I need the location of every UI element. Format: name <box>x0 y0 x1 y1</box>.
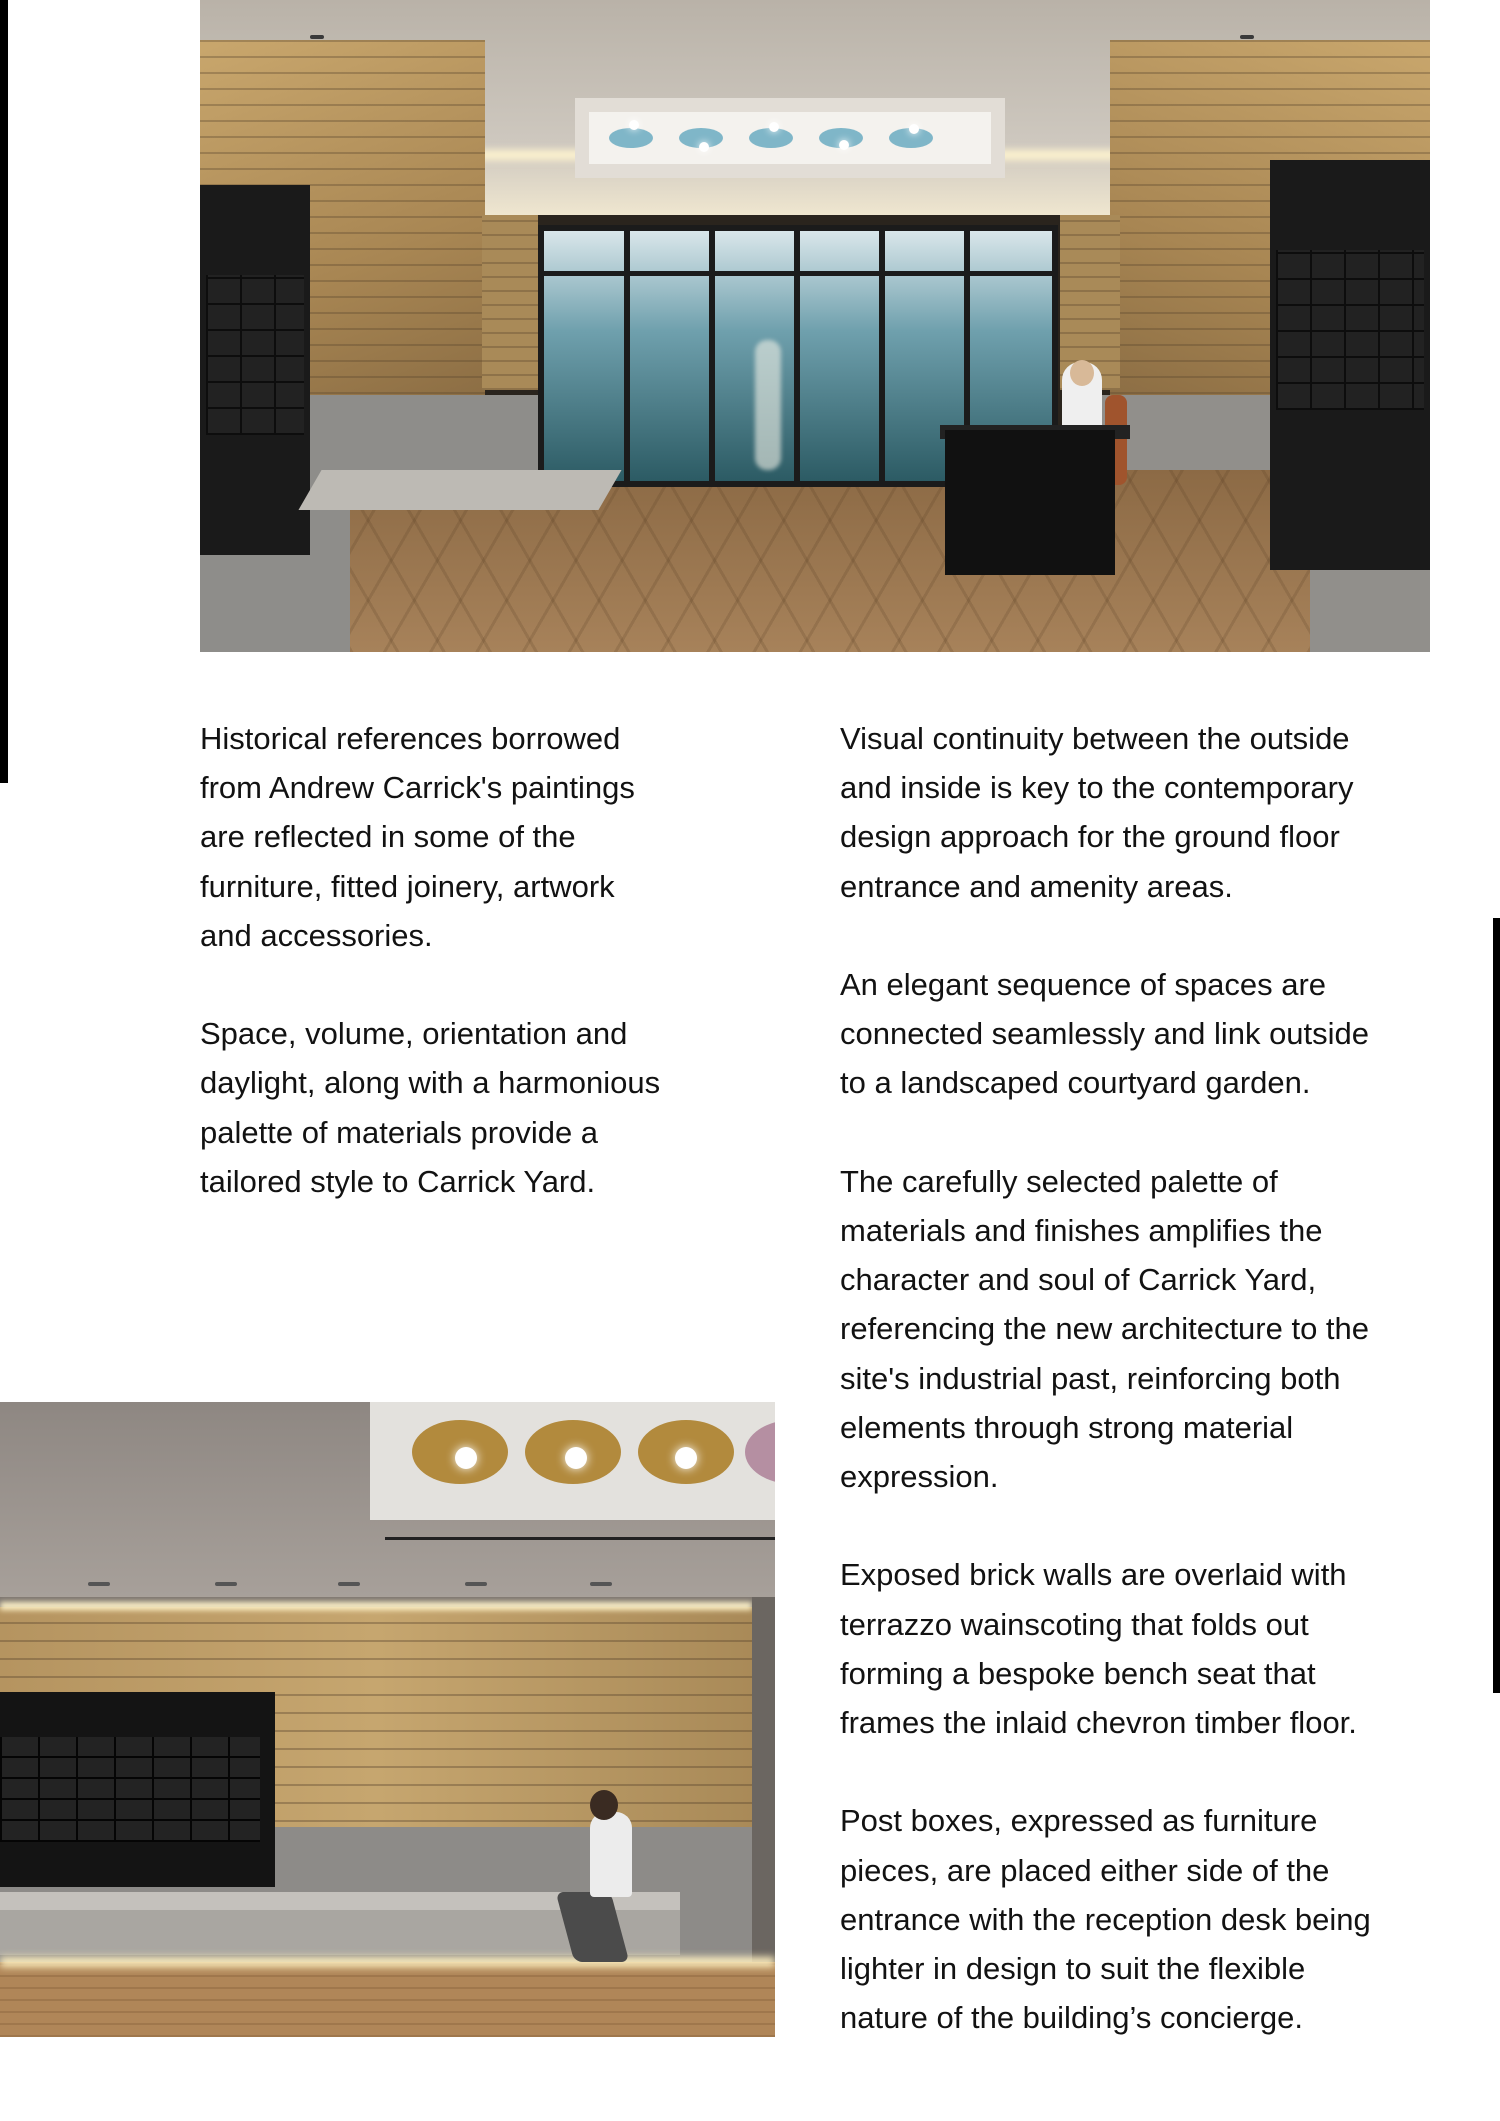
floor-glow <box>0 1957 775 1967</box>
brick-pier-left <box>482 215 538 390</box>
pendant-lamp <box>769 122 779 132</box>
right-paragraph-5: Post boxes, expressed as furniture pieces, are placed either side of the entrance with the reception desk being lighter in design to suit the flexible nature of the building’s concierge. <box>840 1803 1371 2036</box>
timber-floor <box>0 1962 775 2037</box>
left-paragraph-1: Historical references borrowed from Andrew Carrick's paintings are reflected in some of the furniture, fitted joinery, artwork and accessories. <box>200 721 635 953</box>
bench-photo <box>0 1402 775 2037</box>
right-paragraph-4: Exposed brick walls are overlaid with terrazzo wainscoting that folds out forming a bespoke bench seat that frames the inlaid chevron timber floor. <box>840 1557 1357 1741</box>
light-disc <box>609 128 653 148</box>
light-disc <box>745 1420 775 1484</box>
spotlight <box>565 1447 587 1469</box>
lobby-photo <box>200 0 1430 652</box>
downlight <box>1240 35 1254 39</box>
spotlight <box>675 1447 697 1469</box>
glazing-mullion <box>879 231 885 481</box>
downlight <box>215 1582 237 1586</box>
terrazzo-bench <box>298 470 621 510</box>
ceiling-slot <box>385 1537 775 1540</box>
glazing-mullion <box>709 231 715 481</box>
downlight <box>465 1582 487 1586</box>
downlight <box>88 1582 110 1586</box>
right-paragraph-3: The carefully selected palette of materials and finishes amplifies the character and soul of Carrick Yard, referencing the new architecture to the site's industrial past, reinforcing both elements through strong material expression. <box>840 1163 1370 1495</box>
glazing-mullion <box>794 231 800 481</box>
downlight <box>338 1582 360 1586</box>
post-boxes-right <box>1270 160 1430 570</box>
left-edge-bar <box>0 0 8 783</box>
reception-desk <box>945 430 1115 575</box>
post-box-grid <box>1276 250 1424 410</box>
left-text-column <box>200 714 760 1206</box>
pendant-lamp <box>629 120 639 130</box>
seated-person-head <box>590 1790 618 1820</box>
pendant-lamp <box>839 140 849 150</box>
right-paragraph-1: Visual continuity between the outside and inside is key to the contemporary design approach for the ground floor entrance and amenity areas. <box>840 721 1354 904</box>
post-boxes-left <box>200 185 310 555</box>
walking-figure <box>755 340 781 470</box>
ceiling-light-feature <box>575 98 1005 178</box>
post-box-grid <box>0 1737 260 1842</box>
downlight <box>310 35 324 39</box>
pendant-lamp <box>699 142 709 152</box>
glazing-mullion <box>624 231 630 481</box>
downlight <box>590 1582 612 1586</box>
receptionist-head <box>1070 360 1094 386</box>
right-text-column <box>840 714 1450 2042</box>
pendant-lamp <box>909 124 919 134</box>
left-paragraph-2: Space, volume, orientation and daylight, along with a harmonious palette of materials provide a tailored style to Carrick Yard. <box>200 1016 661 1199</box>
right-edge-bar <box>1493 918 1500 1693</box>
post-boxes <box>0 1692 275 1887</box>
post-box-grid <box>206 275 304 435</box>
spotlight <box>455 1447 477 1469</box>
cove-light <box>0 1602 752 1610</box>
ceiling-light-panel <box>370 1402 775 1520</box>
right-paragraph-2: An elegant sequence of spaces are connected seamlessly and link outside to a landscaped courtyard garden. <box>840 967 1370 1101</box>
seated-person <box>590 1812 632 1897</box>
